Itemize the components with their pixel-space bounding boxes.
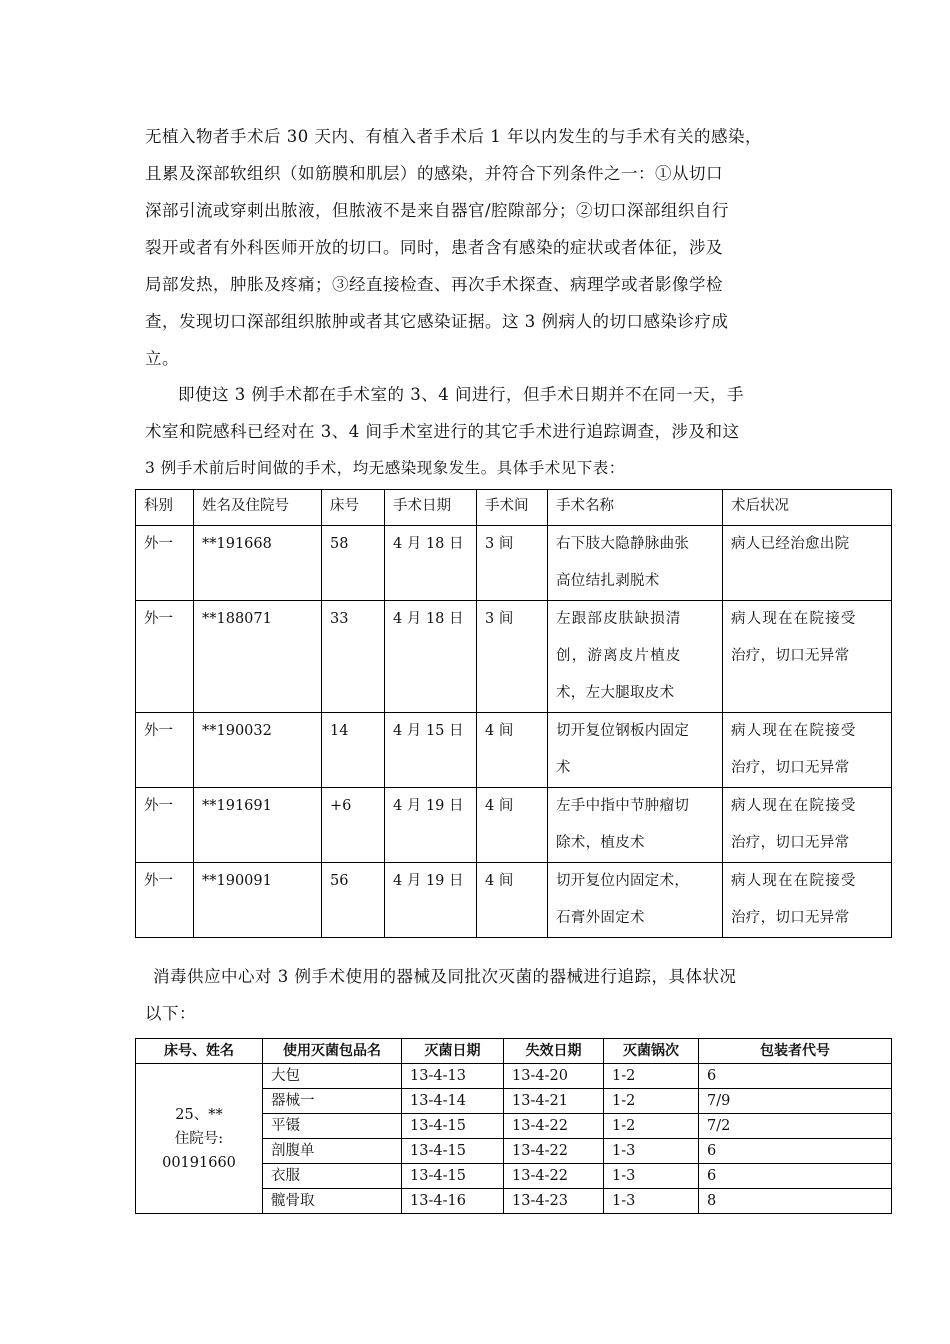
table-row <box>136 526 892 601</box>
sterilization-date-cell: 13-4-15 <box>402 1164 504 1189</box>
batch-cell: 1-3 <box>604 1189 699 1214</box>
patient-id-cell: **190032 <box>194 713 322 788</box>
expiry-date-cell: 13-4-22 <box>504 1139 604 1164</box>
table-row <box>136 1064 892 1089</box>
package-name-cell: 剖腹单 <box>263 1139 402 1164</box>
packer-code-cell: 8 <box>699 1189 892 1214</box>
expiry-date-cell: 13-4-22 <box>504 1114 604 1139</box>
cell-line: 治疗，切口无异常 <box>731 910 850 926</box>
cell-line: 高位结扎剥脱术 <box>556 573 660 589</box>
sterilization-date-cell: 13-4-13 <box>402 1064 504 1089</box>
expiry-date-cell: 13-4-22 <box>504 1164 604 1189</box>
expiry-date-cell: 13-4-20 <box>504 1064 604 1089</box>
cell-line: 病人现在在院接受 <box>731 873 857 889</box>
packer-code-cell: 6 <box>699 1164 892 1189</box>
package-name-cell: 大包 <box>263 1064 402 1089</box>
date-cell: 4 月 18 日 <box>385 526 477 601</box>
cell-line: 病人现在在院接受 <box>731 798 857 814</box>
room-cell: 4 间 <box>477 788 548 863</box>
packer-code-cell: 7/9 <box>699 1089 892 1114</box>
patient-id-cell: **191668 <box>194 526 322 601</box>
operation-name-cell <box>548 713 723 788</box>
bed-cell: 56 <box>322 863 385 938</box>
surgery-table <box>135 489 892 938</box>
package-name-cell: 平镊 <box>263 1114 402 1139</box>
text-line: 消毒供应中心对 3 例手术使用的器械及同批次灭菌的器械进行追踪，具体状况 <box>153 967 737 986</box>
cell-line: 病人现在在院接受 <box>731 723 857 739</box>
paragraph-followup-survey <box>145 376 815 487</box>
cell-line: 治疗，切口无异常 <box>731 760 850 776</box>
batch-cell: 1-2 <box>604 1064 699 1089</box>
cell-line: 术 <box>556 760 571 776</box>
column-header: 姓名及住院号 <box>194 490 322 526</box>
cell-line: 切开复位内固定术， <box>556 873 690 889</box>
column-header: 床号 <box>322 490 385 526</box>
text-line: 即使这 3 例手术都在手术室的 3、4 间进行，但手术日期并不在同一天，手 <box>178 385 744 404</box>
column-header: 手术名称 <box>548 490 723 526</box>
status-cell <box>723 788 892 863</box>
dept-cell: 外一 <box>136 713 194 788</box>
cell-line: 切开复位钢板内固定 <box>556 723 690 739</box>
cell-line: 左跟部皮肤缺损清 <box>556 611 682 627</box>
table-row <box>136 788 892 863</box>
paragraph-infection-criteria <box>145 118 815 377</box>
sterilization-date-cell: 13-4-15 <box>402 1139 504 1164</box>
sterilization-date-cell: 13-4-14 <box>402 1089 504 1114</box>
packer-code-cell: 6 <box>699 1139 892 1164</box>
room-cell: 4 间 <box>477 863 548 938</box>
bed-cell: 58 <box>322 526 385 601</box>
patient-id-cell: **188071 <box>194 601 322 713</box>
date-cell: 4 月 15 日 <box>385 713 477 788</box>
date-cell: 4 月 19 日 <box>385 788 477 863</box>
patient-id-label: 住院号: <box>174 1130 224 1147</box>
column-header: 手术间 <box>477 490 548 526</box>
packer-code-cell: 7/2 <box>699 1114 892 1139</box>
package-name-cell: 器械一 <box>263 1089 402 1114</box>
table-header-row <box>136 490 892 526</box>
table-header-row <box>136 1039 892 1064</box>
column-header: 包装者代号 <box>699 1039 892 1064</box>
bed-cell: 33 <box>322 601 385 713</box>
text-line: 深部引流或穿刺出脓液，但脓液不是来自器官/腔隙部分；②切口深部组织自行 <box>145 201 730 220</box>
status-cell <box>723 601 892 713</box>
cell-line: 病人现在在院接受 <box>731 611 857 627</box>
room-cell: 4 间 <box>477 713 548 788</box>
date-cell: 4 月 19 日 <box>385 863 477 938</box>
dept-cell: 外一 <box>136 863 194 938</box>
column-header: 使用灭菌包品名 <box>263 1039 402 1064</box>
cell-line: 右下肢大隐静脉曲张 <box>556 536 690 552</box>
sterilization-date-cell: 13-4-15 <box>402 1114 504 1139</box>
room-cell: 3 间 <box>477 601 548 713</box>
patient-id-cell: **190091 <box>194 863 322 938</box>
expiry-date-cell: 13-4-23 <box>504 1189 604 1214</box>
text-line: 术室和院感科已经对在 3、4 间手术室进行的其它手术进行追踪调查，涉及和这 <box>145 422 740 441</box>
text-line: 无植入物者手术后 30 天内、有植入者手术后 1 年以内发生的与手术有关的感染， <box>145 127 762 146</box>
status-cell <box>723 863 892 938</box>
column-header: 灭菌日期 <box>402 1039 504 1064</box>
cell-line: 除术，植皮术 <box>556 835 645 851</box>
operation-name-cell <box>548 863 723 938</box>
package-name-cell: 衣服 <box>263 1164 402 1189</box>
patient-cell <box>136 1064 263 1214</box>
text-line: 3 例手术前后时间做的手术，均无感染现象发生。具体手术见下表： <box>145 459 625 477</box>
cell-line: 左手中指中节肿瘤切 <box>556 798 690 814</box>
dept-cell: 外一 <box>136 526 194 601</box>
cell-line: 病人已经治愈出院 <box>731 536 850 552</box>
column-header: 失效日期 <box>504 1039 604 1064</box>
bed-cell: 14 <box>322 713 385 788</box>
operation-name-cell <box>548 526 723 601</box>
cell-line: 术，左大腿取皮术 <box>556 685 675 701</box>
operation-name-cell <box>548 601 723 713</box>
date-cell: 4 月 18 日 <box>385 601 477 713</box>
patient-bed-name: 25、** <box>175 1106 223 1123</box>
paragraph-sterilization-tracking <box>145 958 815 1032</box>
text-line: 查，发现切口深部组织脓肿或者其它感染证据。这 3 例病人的切口感染诊疗成 <box>145 312 729 331</box>
table-row <box>136 601 892 713</box>
bed-cell: +6 <box>322 788 385 863</box>
text-line: 局部发热，肿胀及疼痛；③经直接检查、再次手术探查、病理学或者影像学检 <box>145 275 723 294</box>
column-header: 科别 <box>136 490 194 526</box>
batch-cell: 1-2 <box>604 1114 699 1139</box>
column-header: 术后状况 <box>723 490 892 526</box>
text-line: 立。 <box>145 349 179 368</box>
cell-line: 治疗，切口无异常 <box>731 648 850 664</box>
package-name-cell: 髋骨取 <box>263 1189 402 1214</box>
batch-cell: 1-3 <box>604 1164 699 1189</box>
column-header: 床号、姓名 <box>136 1039 263 1064</box>
batch-cell: 1-2 <box>604 1089 699 1114</box>
table-row <box>136 713 892 788</box>
packer-code-cell: 6 <box>699 1064 892 1089</box>
room-cell: 3 间 <box>477 526 548 601</box>
patient-id-cell: **191691 <box>194 788 322 863</box>
batch-cell: 1-3 <box>604 1139 699 1164</box>
text-line: 且累及深部软组织（如筋膜和肌层）的感染，并符合下列条件之一：①从切口 <box>145 164 723 183</box>
sterilization-date-cell: 13-4-16 <box>402 1189 504 1214</box>
column-header: 手术日期 <box>385 490 477 526</box>
operation-name-cell <box>548 788 723 863</box>
column-header: 灭菌锅次 <box>604 1039 699 1064</box>
text-line: 以下： <box>145 1004 196 1023</box>
sterilization-table <box>135 1038 892 1214</box>
cell-line: 治疗，切口无异常 <box>731 835 850 851</box>
dept-cell: 外一 <box>136 788 194 863</box>
table-row <box>136 863 892 938</box>
status-cell <box>723 526 892 601</box>
dept-cell: 外一 <box>136 601 194 713</box>
cell-line: 石膏外固定术 <box>556 910 645 926</box>
status-cell <box>723 713 892 788</box>
cell-line: 创，游离皮片植皮 <box>556 648 682 664</box>
patient-id-number: 00191660 <box>162 1154 236 1171</box>
expiry-date-cell: 13-4-21 <box>504 1089 604 1114</box>
text-line: 裂开或者有外科医师开放的切口。同时，患者含有感染的症状或者体征，涉及 <box>145 238 723 257</box>
